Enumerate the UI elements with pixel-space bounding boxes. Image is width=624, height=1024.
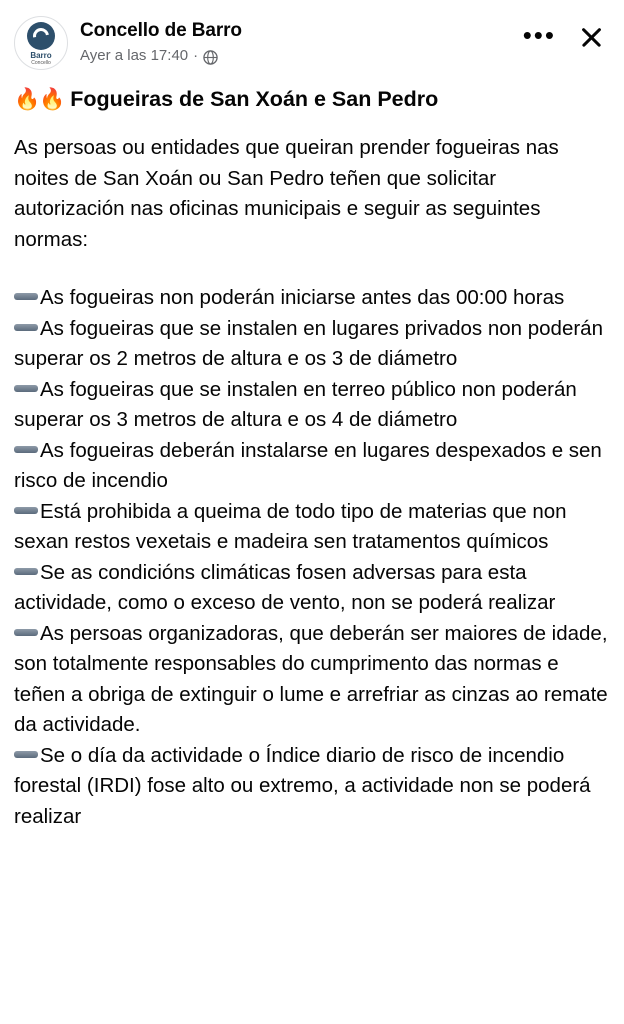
list-item-text: As persoas organizadoras, que deberán ser maiores de idade, son totalmente responsables do cumprimento das normas e teñen a obriga de extinguir o lume e arrefriar as cinzas ao remate da actividade. [14, 621, 608, 736]
globe-icon [203, 50, 218, 65]
close-icon[interactable] [576, 22, 606, 52]
list-item [14, 314, 610, 375]
post-meta [80, 46, 521, 66]
post-body [0, 74, 624, 832]
dash-bullet-icon [14, 629, 38, 636]
dash-bullet-icon [14, 751, 38, 758]
list-item [14, 497, 610, 558]
dash-bullet-icon [14, 293, 38, 300]
post-title [14, 84, 610, 115]
dash-bullet-icon [14, 568, 38, 575]
fire-emoji: 🔥🔥 [14, 88, 65, 111]
list-item [14, 436, 610, 497]
post-intro-paragraph: As persoas ou entidades que queiran prender fogueiras nas noites de San Xoán ou San Pedro teñen que solicitar autorización nas oficinas municipais e seguir as seguintes normas: [14, 136, 559, 251]
list-item [14, 558, 610, 619]
dash-bullet-icon [14, 385, 38, 392]
post-timestamp[interactable]: Ayer a las 17:40 [80, 47, 189, 64]
list-item-text: As fogueiras que se instalen en lugares privados non poderán superar os 2 metros de altura e os 3 de diámetro [14, 316, 603, 370]
list-item-text: As fogueiras deberán instalarse en lugares despexados e sen risco de incendio [14, 438, 602, 492]
list-item-text: As fogueiras que se instalen en terreo público non poderán superar os 3 metros de altura e os 4 de diámetro [14, 377, 577, 431]
avatar[interactable] [14, 16, 68, 70]
post-header [0, 0, 624, 74]
avatar-logo-sub: Concello [31, 60, 51, 66]
list-item-text: Está prohibida a queima de todo tipo de materias que non sexan restos vexetais e madeira sen tratamentos químicos [14, 499, 567, 553]
dash-bullet-icon [14, 507, 38, 514]
post-title-text: Fogueiras de San Xoán e San Pedro [70, 87, 439, 111]
list-item-text: As fogueiras non poderán iniciarse antes das 00:00 horas [40, 286, 565, 309]
meta-separator: · [193, 47, 199, 64]
dash-bullet-icon [14, 324, 38, 331]
list-item-text: Se as condicións climáticas fosen adversas para esta actividade, como o exceso de vento, non se poderá realizar [14, 560, 556, 614]
list-item [14, 283, 610, 314]
dash-bullet-icon [14, 446, 38, 453]
list-item [14, 375, 610, 436]
avatar-logo-icon [27, 22, 55, 50]
list-item [14, 741, 610, 833]
page-name[interactable]: Concello de Barro [80, 20, 242, 41]
list-item [14, 619, 610, 741]
post-bullet-list [14, 283, 610, 832]
post-header-actions [521, 16, 610, 52]
post-header-text [80, 16, 521, 66]
avatar-logo-name: Barro [30, 51, 52, 60]
more-options-button[interactable]: ••• [522, 20, 556, 50]
list-item-text: Se o día da actividade o Índice diario de risco de incendio forestal (IRDI) fose alto ou extremo, a actividade non se poderá realizar [14, 743, 591, 828]
